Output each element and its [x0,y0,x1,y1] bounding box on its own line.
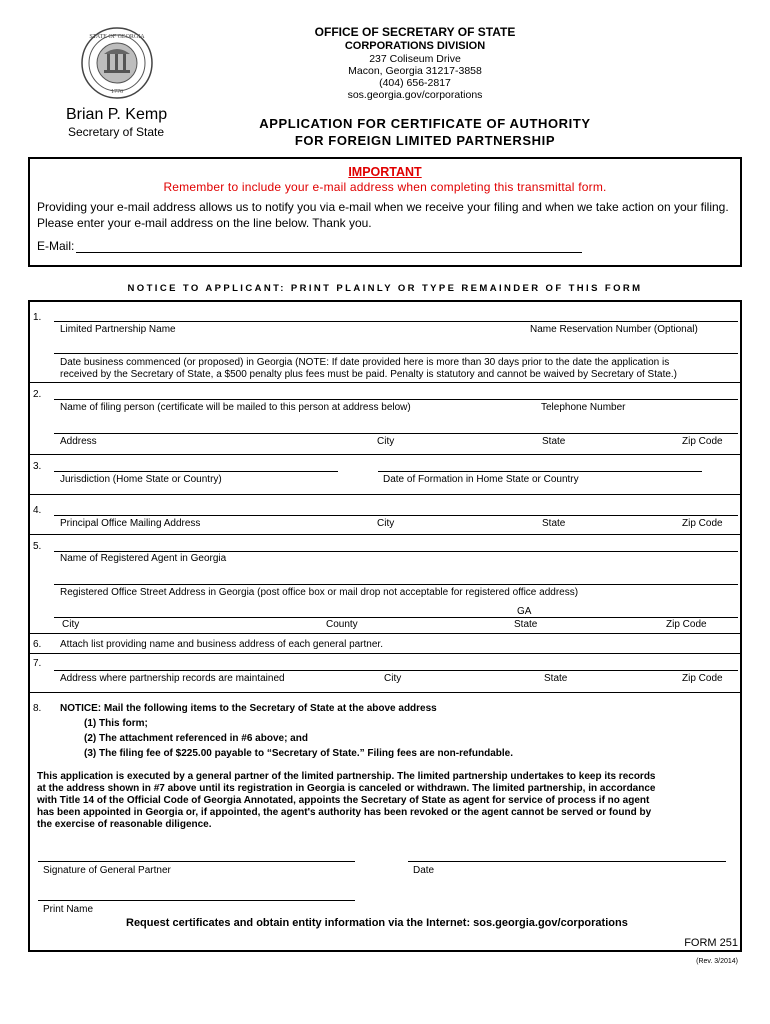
seal-top-text: STATE OF GEORGIA [89,34,145,40]
important-box [28,157,742,267]
email-explanation: Providing your e-mail address allows us to notify you via e-mail when we receive your filing and when we take action on your filing. Please enter your e-mail address on the line below. Thank you. [37,200,729,230]
date-label: Date [413,865,435,876]
principal-office-field[interactable] [54,500,738,516]
item-number-8: 8. [33,703,42,714]
divider-4-5 [28,534,742,535]
jurisdiction-field[interactable] [54,456,338,472]
email-field[interactable] [76,237,582,253]
filing-person-label: Name of filing person (certificate will be mailed to this person at address below) [60,402,411,413]
execution-line-4: has been appointed in Georgia or, if appointed, the agent's authority has been revoked or the agent cannot be served or found by [37,807,652,818]
divider-7-8 [28,692,742,693]
limited-partnership-name-field[interactable] [54,306,738,322]
state-label: State [542,436,566,447]
zip-label: Zip Code [682,436,723,447]
state-label: State [542,518,566,529]
form-title-line-1: APPLICATION FOR CERTIFICATE OF AUTHORITY [259,116,591,131]
execution-line-1: This application is executed by a general partner of the limited partnership. The limited partnership undertakes to keep its records [37,771,656,782]
city-label: City [377,436,395,447]
city-label: City [377,518,395,529]
signature-date-field[interactable] [408,846,726,862]
important-heading: IMPORTANT [348,165,422,179]
records-address-label: Address where partnership records are maintained [60,673,285,684]
item-number-2: 2. [33,389,42,400]
zip-label: Zip Code [682,673,723,684]
signature-label: Signature of General Partner [43,865,171,876]
lp-name-label: Limited Partnership Name [60,324,176,335]
city-label: City [62,619,80,630]
state-seal [80,26,154,100]
divider-2-3 [28,454,742,455]
execution-line-2: at the address shown in #7 above until its registration in Georgia is canceled or withdrawn. The limited partnership, in accordance [37,783,656,794]
zip-label: Zip Code [666,619,707,630]
formation-date-label: Date of Formation in Home State or Country [383,474,579,485]
mail-item-2: (2) The attachment referenced in #6 above; and [84,733,308,744]
mail-item-3: (3) The filing fee of $225.00 payable to “Secretary of State.” Filing fees are non-refundable. [84,748,513,759]
attach-list-instruction: Attach list providing name and business address of each general partner. [60,639,383,650]
item-number-1: 1. [33,312,42,323]
print-name-label: Print Name [43,904,94,915]
office-phone: (404) 656-2817 [379,77,451,89]
divider-3-4 [28,494,742,495]
registered-office-city-line [54,617,738,618]
email-reminder: Remember to include your e-mail address when completing this transmittal form. [163,180,607,194]
address-label: Address [60,436,97,447]
jurisdiction-label: Jurisdiction (Home State or Country) [60,474,222,485]
official-name: Brian P. Kemp [66,106,168,123]
divider-6-7 [28,653,742,654]
state-label: State [544,673,568,684]
ga-state-value: GA [517,606,532,617]
records-address-field[interactable] [54,655,738,671]
item-number-6: 6. [33,639,42,650]
official-title: Secretary of State [68,125,165,139]
division-heading: CORPORATIONS DIVISION [344,40,486,52]
city-label: City [384,673,402,684]
county-label: County [326,619,358,630]
form-number: FORM 251 [684,937,738,949]
item-number-5: 5. [33,541,42,552]
office-heading: OFFICE OF SECRETARY OF STATE [314,25,516,39]
date-commenced-field[interactable] [54,338,738,354]
filing-address-field[interactable] [54,418,738,434]
mail-item-1: (1) This form; [84,718,148,729]
item-number-3: 3. [33,461,42,472]
divider-5-6 [28,633,742,634]
office-website: sos.georgia.gov/corporations [347,89,483,101]
internet-notice: Request certificates and obtain entity information via the Internet: sos.georgia.gov/corporations [126,917,628,929]
reservation-number-label: Name Reservation Number (Optional) [530,324,698,335]
registered-office-field[interactable] [54,569,738,585]
divider-1-2 [28,382,742,383]
registered-office-label: Registered Office Street Address in Georgia (post office box or mail drop not acceptable for registered office address) [60,587,579,598]
signature-field[interactable] [38,846,355,862]
date-commenced-note-1: Date business commenced (or proposed) in Georgia (NOTE: If date provided here is more than 30 days prior to the date the application is [60,357,670,368]
execution-line-5: the exercise of reasonable diligence. [37,819,212,830]
item-number-7: 7. [33,658,42,669]
principal-office-label: Principal Office Mailing Address [60,518,201,529]
office-address-1: 237 Coliseum Drive [369,53,461,65]
zip-label: Zip Code [682,518,723,529]
mail-notice: NOTICE: Mail the following items to the Secretary of State at the above address [60,703,437,714]
revision-date: (Rev. 3/2014) [696,958,738,965]
registered-agent-label: Name of Registered Agent in Georgia [60,553,227,564]
email-label: E-Mail: [37,239,75,253]
filing-person-field[interactable] [54,384,738,400]
notice-to-applicant: NOTICE TO APPLICANT: PRINT PLAINLY OR TYPE REMAINDER OF THIS FORM [127,283,643,294]
item-number-4: 4. [33,505,42,516]
print-name-field[interactable] [38,885,355,901]
formation-date-field[interactable] [378,456,702,472]
telephone-label: Telephone Number [541,402,626,413]
form-title-line-2: FOR FOREIGN LIMITED PARTNERSHIP [294,133,556,148]
state-label: State [514,619,538,630]
execution-line-3: with Title 14 of the Official Code of Georgia Annotated, appoints the Secretary of State as agent for service of process if no agent [37,795,650,806]
registered-agent-field[interactable] [54,536,738,552]
date-commenced-note-2: received by the Secretary of State, a $500 penalty plus fees must be paid. Penalty is statutory and cannot be waived by Secretary of State.) [60,369,678,380]
office-address-2: Macon, Georgia 31217-3858 [348,65,482,77]
seal-year-text: 1776 [111,89,123,95]
